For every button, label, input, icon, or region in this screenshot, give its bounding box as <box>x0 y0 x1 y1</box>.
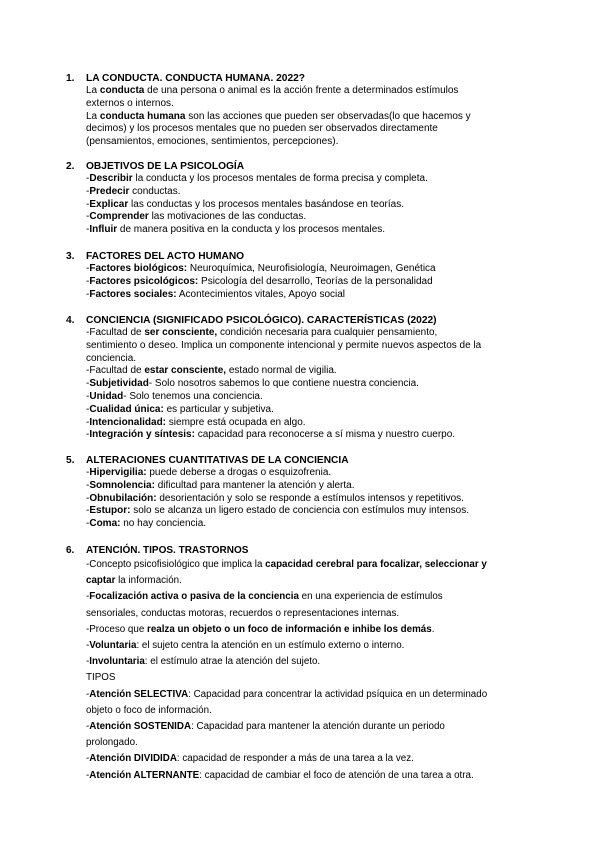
text-line <box>86 327 536 340</box>
text-run: objeto o foco de información. <box>86 704 212 716</box>
section-title: LA CONDUCTA. CONDUCTA HUMANA. 2022? <box>86 73 306 84</box>
text-run: estado normal de vigilia. <box>226 365 337 377</box>
section-6 <box>66 544 536 784</box>
text-run: decimos) y los procesos mentales que no pueden ser observados directamente <box>86 123 438 135</box>
section-title: ALTERACIONES CUANTITATIVAS DE LA CONCIENCIA <box>86 455 349 466</box>
section-title: ATENCIÓN. TIPOS. TRASTORNOS <box>86 545 249 556</box>
bold-term: Factores biológicos: <box>89 263 188 274</box>
section-3 <box>66 250 536 301</box>
text-line <box>86 751 536 767</box>
text-run: - Solo nosotros sabemos lo que contiene nuestra conciencia. <box>148 378 419 390</box>
text-line <box>86 670 536 686</box>
bold-term: Comprender <box>89 211 149 223</box>
text-line <box>86 98 536 111</box>
section-heading <box>66 544 536 557</box>
text-run: desorientación y solo se responde a estímulos intensos y repetitivos. <box>156 492 464 504</box>
text-line <box>86 557 536 573</box>
section-1 <box>66 72 536 149</box>
text-line <box>86 573 536 589</box>
bold-term: Predecir <box>89 185 130 197</box>
section-body <box>66 263 536 301</box>
text-run: prolongado. <box>86 737 138 749</box>
text-run: en una experiencia de estímulos <box>298 591 443 603</box>
text-run: - <box>86 769 90 781</box>
text-run: - <box>86 288 90 300</box>
text-line <box>86 768 536 784</box>
text-run: - <box>86 640 90 652</box>
text-line <box>86 111 536 124</box>
text-run: : el sujeto centra la atención en un estímulo externo o interno. <box>136 640 405 652</box>
bold-term: conducta humana <box>99 110 186 122</box>
section-2 <box>66 160 536 237</box>
text-run: - <box>86 263 90 274</box>
section-title: CONCIENCIA (SIGNIFICADO PSICOLÓGICO). CARACTERÍSTICAS (2022) <box>86 315 437 326</box>
bold-term: conducta <box>99 85 145 96</box>
section-number: 3. <box>66 251 75 262</box>
section-body <box>66 327 536 442</box>
section-number: 2. <box>66 161 75 172</box>
section-heading <box>66 250 536 263</box>
text-run: La <box>86 85 100 96</box>
section-body <box>66 85 536 149</box>
text-run: - <box>86 721 90 733</box>
bold-term: Factores sociales: <box>89 288 177 300</box>
text-run: : Capacidad para mantener la atención durante un periodo <box>191 721 445 733</box>
text-line <box>86 429 536 442</box>
bold-term: Unidad <box>89 390 124 402</box>
text-run: - <box>86 591 90 603</box>
bold-term: Voluntaria <box>89 640 137 652</box>
text-run: - <box>86 198 90 210</box>
text-run: - <box>86 390 90 402</box>
text-run: - <box>86 429 90 441</box>
bold-term: Atención DIVIDIDA <box>89 753 177 765</box>
bold-term: Factores psicológicos: <box>89 275 199 287</box>
text-run: -Facultad de <box>86 327 145 338</box>
bold-term: ser consciente, <box>144 327 218 338</box>
text-run: -Proceso que <box>86 623 147 635</box>
text-run: - <box>86 185 90 197</box>
bold-term: Atención SOSTENIDA <box>89 721 192 733</box>
bold-term: estar consciente, <box>144 365 227 377</box>
section-title: FACTORES DEL ACTO HUMANO <box>86 251 245 262</box>
text-line <box>86 136 536 149</box>
section-number: 1. <box>66 73 75 84</box>
section-body <box>66 173 536 237</box>
text-run: Psicología del desarrollo, Teorías de la personalidad <box>198 275 433 287</box>
section-heading <box>66 314 536 327</box>
text-run: de manera positiva en la conducta y los procesos mentales. <box>117 224 386 236</box>
text-line <box>86 173 536 186</box>
text-run: dificultad para mantener la atención y alerta. <box>154 479 355 491</box>
text-run: externos o internos. <box>86 97 174 109</box>
bold-term: Estupor: <box>89 505 131 517</box>
bold-term: realza un objeto o un foco de información e inhibe los demás <box>147 623 432 635</box>
text-line <box>86 467 536 480</box>
text-run: - <box>86 378 90 390</box>
text-run: La <box>86 110 100 122</box>
text-line <box>86 518 536 531</box>
bold-term: Influir <box>89 224 118 236</box>
text-run: solo se alcanza un ligero estado de conciencia con estímulos muy intensos. <box>130 505 469 517</box>
text-run: - <box>86 224 90 236</box>
text-run: -Facultad de <box>86 365 145 377</box>
text-line <box>86 654 536 670</box>
text-line <box>86 123 536 136</box>
bold-term: capacidad cerebral para focalizar, seleccionar y <box>265 559 487 570</box>
text-run: las conductas y los procesos mentales basándose en teorías. <box>128 198 404 210</box>
section-heading <box>66 72 536 85</box>
text-run: siempre está ocupada en algo. <box>166 416 306 428</box>
text-line <box>86 353 536 366</box>
text-run: son las acciones que pueden ser observadas(lo que hacemos y <box>185 110 471 122</box>
text-run: - <box>86 275 90 287</box>
section-body <box>66 467 536 531</box>
text-line <box>86 480 536 493</box>
text-run: - <box>86 753 90 765</box>
text-line <box>86 703 536 719</box>
bold-term: Hipervigilia: <box>89 467 147 478</box>
text-line <box>86 211 536 224</box>
bold-term: Intencionalidad: <box>89 416 167 428</box>
bold-term: captar <box>86 575 116 587</box>
text-line <box>86 289 536 302</box>
text-line <box>86 85 536 98</box>
text-run: - <box>86 518 90 530</box>
section-title: OBJETIVOS DE LA PSICOLOGÍA <box>86 161 245 172</box>
text-run: condición necesaria para cualquier pensamiento, <box>217 327 438 338</box>
bold-term: Focalización activa o pasiva de la conciencia <box>89 591 299 603</box>
section-4 <box>66 314 536 442</box>
text-line <box>86 224 536 237</box>
text-run: la conducta y los procesos mentales de forma precisa y completa. <box>132 173 428 184</box>
text-run: : capacidad de cambiar el foco de atención de una tarea a otra. <box>199 769 474 781</box>
text-run: puede deberse a drogas o esquizofrenia. <box>146 467 332 478</box>
text-run: Acontecimientos vitales, Apoyo social <box>176 288 346 300</box>
text-line <box>86 417 536 430</box>
bold-term: Involuntaria <box>89 656 145 668</box>
section-body <box>66 557 536 784</box>
text-run: - <box>86 211 90 223</box>
bold-term: Describir <box>89 173 133 184</box>
bold-term: Obnubilación: <box>89 492 157 504</box>
text-line <box>86 199 536 212</box>
text-line <box>86 378 536 391</box>
text-line <box>86 365 536 378</box>
text-run: es particular y subjetiva. <box>163 403 274 415</box>
section-heading <box>66 160 536 173</box>
text-run: - <box>86 505 90 517</box>
text-line <box>86 719 536 735</box>
text-run: - <box>86 656 90 668</box>
text-line <box>86 186 536 199</box>
section-number: 4. <box>66 315 75 326</box>
text-run: (pensamientos, emociones, sentimientos, percepciones). <box>86 136 339 148</box>
text-run: - <box>86 467 90 478</box>
text-run: la información. <box>115 575 182 587</box>
bold-term: Subjetividad <box>89 378 149 390</box>
text-line <box>86 638 536 654</box>
bold-term: Integración y síntesis: <box>89 429 195 441</box>
text-line <box>86 391 536 404</box>
text-line <box>86 276 536 289</box>
text-run: Neuroquímica, Neurofisiología, Neuroimagen, Genética <box>187 263 436 274</box>
bold-term: Atención SELECTIVA <box>89 688 189 700</box>
text-run: - <box>86 403 90 415</box>
bold-term: Coma: <box>89 518 121 530</box>
text-run: no hay conciencia. <box>120 518 207 530</box>
section-heading <box>66 454 536 467</box>
text-line <box>86 404 536 417</box>
text-run: conciencia. <box>86 352 137 364</box>
text-run: : Capacidad para concentrar la actividad psíquica en un determinado <box>188 688 488 700</box>
text-run: TIPOS <box>86 672 116 684</box>
text-line <box>86 263 536 276</box>
text-line <box>86 622 536 638</box>
section-5 <box>66 454 536 531</box>
text-run: : el estímulo atrae la atención del sujeto. <box>144 656 321 668</box>
bold-term: Atención ALTERNANTE <box>89 769 200 781</box>
text-run: - <box>86 479 90 491</box>
text-run: - <box>86 173 90 184</box>
text-run: - <box>86 688 90 700</box>
text-run: - Solo tenemos una conciencia. <box>123 390 263 402</box>
text-run: -Concepto psicofisiológico que implica la <box>86 559 266 570</box>
text-run: - <box>86 492 90 504</box>
text-run: . <box>431 623 435 635</box>
text-run: conductas. <box>129 185 181 197</box>
text-line <box>86 687 536 703</box>
text-run: de una persona o animal es la acción frente a determinados estímulos <box>144 85 459 96</box>
text-line <box>86 589 536 605</box>
section-number: 6. <box>66 545 75 556</box>
text-run: sentimiento o deseo. Implica un componente intencional y permite nuevos aspectos de la <box>86 339 482 351</box>
bold-term: Explicar <box>89 198 129 210</box>
text-line <box>86 735 536 751</box>
text-run: capacidad para reconocerse a sí misma y nuestro cuerpo. <box>194 429 456 441</box>
text-run: las motivaciones de las conductas. <box>148 211 307 223</box>
text-line <box>86 340 536 353</box>
text-run: sensoriales, conductas motoras, recuerdos o representaciones internas. <box>86 607 400 619</box>
bold-term: Somnolencia: <box>89 479 155 491</box>
text-line <box>86 493 536 506</box>
text-run: : capacidad de responder a más de una tarea a la vez. <box>176 753 414 765</box>
bold-term: Cualidad única: <box>89 403 164 415</box>
text-line <box>86 606 536 622</box>
section-number: 5. <box>66 455 75 466</box>
text-run: - <box>86 416 90 428</box>
text-line <box>86 505 536 518</box>
